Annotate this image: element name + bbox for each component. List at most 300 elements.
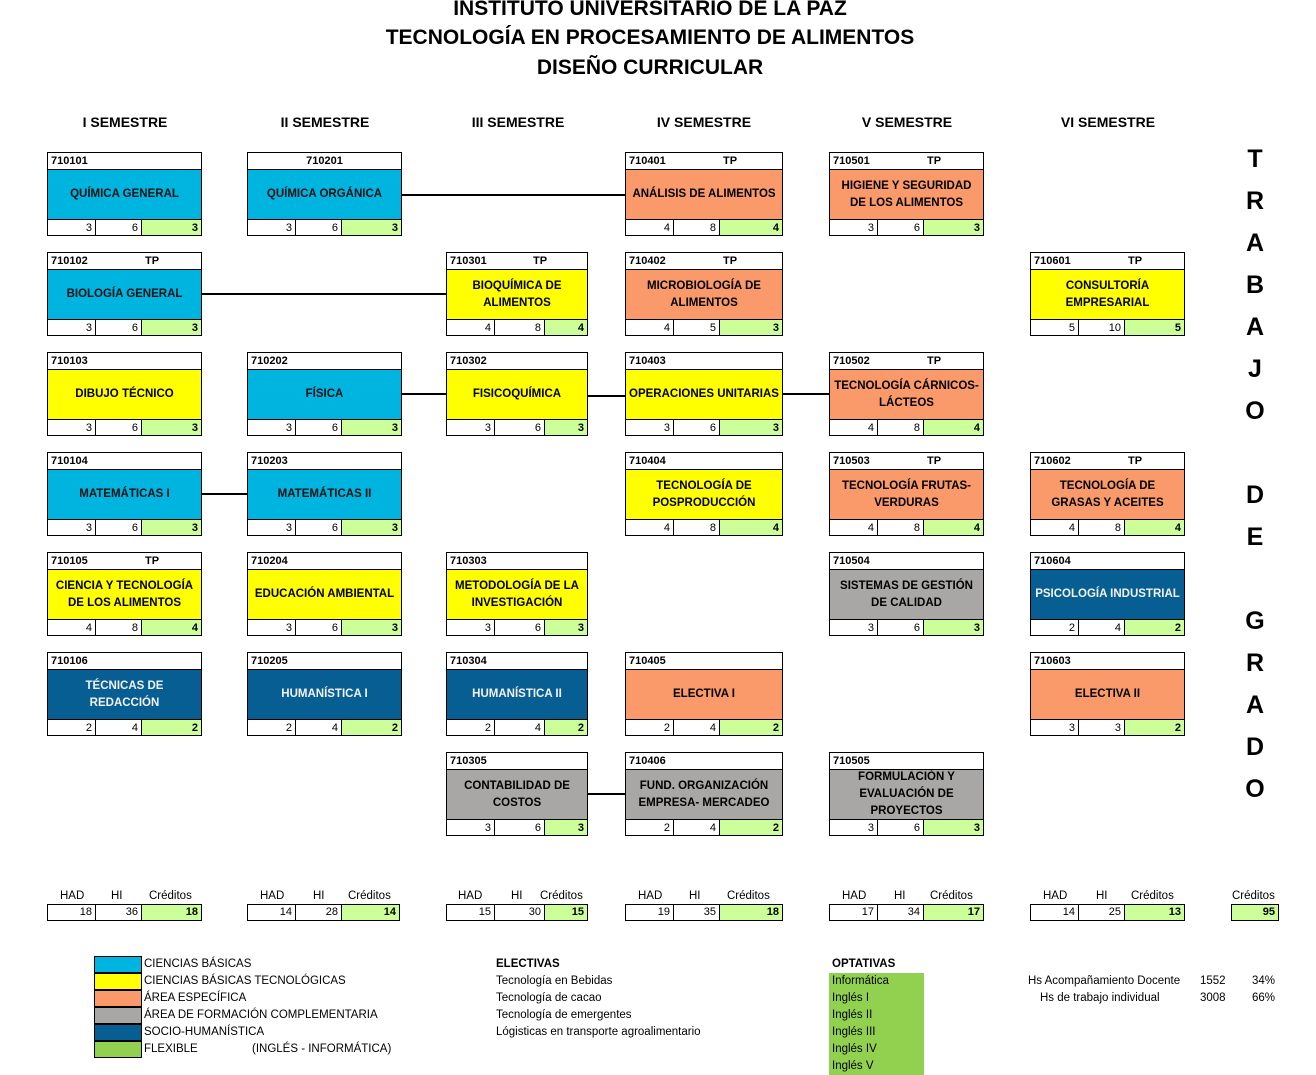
course-credits: 3 [924, 219, 983, 235]
hi-label: HI [511, 890, 523, 902]
course-credits: 2 [720, 719, 782, 735]
optativa-item: Informática [829, 973, 924, 990]
course-hi: 6 [296, 519, 342, 535]
course-name: CONTABILIDAD DE COSTOS [447, 770, 587, 819]
course-credits: 3 [720, 419, 782, 435]
course-had: 3 [447, 419, 495, 435]
course-code: 710406 [626, 753, 782, 770]
had-label: HAD [260, 890, 285, 902]
credits-label: Créditos [540, 890, 583, 902]
course-hi: 6 [296, 419, 342, 435]
course-hi: 4 [1079, 619, 1125, 635]
course-code: 710302 [447, 353, 587, 370]
course-credits: 3 [545, 619, 587, 635]
legend-label: ÁREA DE FORMACIÓN COMPLEMENTARIA [144, 1009, 378, 1021]
credits-label: Créditos [149, 890, 192, 902]
total-credits: 13 [1125, 905, 1184, 920]
course-name: BIOLOGÍA GENERAL [48, 270, 201, 319]
course-hi: 6 [878, 219, 924, 235]
course-710204 [247, 552, 402, 636]
course-hi: 3 [1079, 719, 1125, 735]
course-credits: 3 [342, 619, 401, 635]
program-title: TECNOLOGÍA EN PROCESAMIENTO DE ALIMENTOS [385, 26, 915, 49]
course-710602 [1030, 452, 1185, 536]
legend-swatch-flexible [94, 1041, 142, 1058]
course-had: 2 [626, 819, 674, 835]
course-had: 3 [248, 619, 296, 635]
course-had: 3 [1031, 719, 1079, 735]
electiva-item: Tecnología en Bebidas [496, 975, 613, 987]
course-710601 [1030, 252, 1185, 336]
prerequisite-line [402, 194, 625, 196]
semester-header-3: III SEMESTRE [471, 114, 565, 130]
course-code: 710601 [1031, 253, 1184, 270]
course-credits: 3 [142, 319, 201, 335]
course-hi: 8 [1079, 519, 1125, 535]
course-710501 [829, 152, 984, 236]
course-710301 [446, 252, 588, 336]
legend-label: FLEXIBLE [144, 1043, 198, 1055]
course-had: 3 [248, 419, 296, 435]
course-credits: 3 [342, 419, 401, 435]
course-hi: 5 [674, 319, 720, 335]
total-hi: 25 [1079, 905, 1125, 920]
course-name: SISTEMAS DE GESTIÓN DE CALIDAD [830, 570, 983, 619]
course-had: 3 [48, 319, 96, 335]
total-credits: 14 [342, 905, 399, 920]
course-code: 710103 [48, 353, 201, 370]
grand-credits-label: Créditos [1232, 890, 1275, 902]
course-code: 710603 [1031, 653, 1184, 670]
legend-swatch-basicas-tecnologicas [94, 973, 142, 990]
totals-box [829, 904, 984, 921]
course-credits: 5 [1125, 319, 1184, 335]
course-hi: 4 [296, 719, 342, 735]
course-credits: 4 [545, 319, 587, 335]
course-credits: 3 [142, 519, 201, 535]
course-name: ANÁLISIS DE ALIMENTOS [626, 170, 782, 219]
course-name: ELECTIVA I [626, 670, 782, 719]
institution-title: INSTITUTO UNIVERSITARIO DE LA PAZ [453, 0, 847, 20]
course-had: 4 [626, 319, 674, 335]
course-710101 [47, 152, 202, 236]
total-credits: 17 [924, 905, 983, 920]
course-710303 [446, 552, 588, 636]
total-had: 14 [1031, 905, 1079, 920]
course-name: TÉCNICAS DE REDACCIÓN [48, 670, 201, 719]
course-hi: 8 [878, 519, 924, 535]
had-label: HAD [458, 890, 483, 902]
course-credits: 3 [545, 819, 587, 835]
course-name: CONSULTORÍA EMPRESARIAL [1031, 270, 1184, 319]
course-710406 [625, 752, 783, 836]
course-710105 [47, 552, 202, 636]
course-710405 [625, 652, 783, 736]
course-credits: 3 [342, 519, 401, 535]
course-name: MATEMÁTICAS I [48, 470, 201, 519]
course-had: 3 [447, 819, 495, 835]
semester-header-4: IV SEMESTRE [656, 114, 752, 130]
course-had: 4 [830, 419, 878, 435]
course-credits: 4 [924, 419, 983, 435]
tp-marker: TP [927, 155, 942, 167]
course-name: TECNOLOGÍA CÁRNICOS- LÁCTEOS [830, 370, 983, 419]
tp-marker: TP [927, 455, 942, 467]
course-had: 3 [248, 519, 296, 535]
hi-label: HI [313, 890, 325, 902]
document-title: DISEÑO CURRICULAR [536, 56, 764, 79]
optativa-item: Inglés I [829, 990, 924, 1007]
grand-total-value: 95 [1262, 906, 1275, 918]
course-hi: 6 [96, 519, 142, 535]
totals-box [1030, 904, 1185, 921]
course-code: 710403 [626, 353, 782, 370]
course-710604 [1030, 552, 1185, 636]
had-label: HAD [60, 890, 85, 902]
course-credits: 3 [924, 819, 983, 835]
course-name: FUND. ORGANIZACIÓN EMPRESA- MERCADEO [626, 770, 782, 819]
legend-label: CIENCIAS BÁSICAS [144, 958, 252, 970]
course-code: 710502 [830, 353, 983, 370]
totals-box [625, 904, 783, 921]
course-code: 710503 [830, 453, 983, 470]
course-code: 710604 [1031, 553, 1184, 570]
course-credits: 2 [1125, 619, 1184, 635]
course-credits: 2 [142, 719, 201, 735]
course-hi: 8 [96, 619, 142, 635]
vertical-letter: O [1245, 775, 1265, 803]
vertical-letter: B [1245, 271, 1265, 299]
tp-marker: TP [927, 355, 942, 367]
course-name: HIGIENE Y SEGURIDAD DE LOS ALIMENTOS [830, 170, 983, 219]
totals-box [247, 904, 400, 921]
totals-box [47, 904, 202, 921]
vertical-letter: A [1245, 229, 1265, 257]
vertical-letter: A [1245, 691, 1265, 719]
vertical-letter: J [1248, 355, 1262, 383]
total-hi: 35 [674, 905, 720, 920]
course-had: 4 [626, 519, 674, 535]
course-had: 3 [48, 519, 96, 535]
vertical-letter: E [1246, 523, 1264, 551]
course-credits: 2 [1125, 719, 1184, 735]
course-name: FÍSICA [248, 370, 401, 419]
semester-header-6: VI SEMESTRE [1060, 114, 1156, 130]
course-credits: 4 [720, 519, 782, 535]
vertical-letter: A [1245, 313, 1265, 341]
course-710402 [625, 252, 783, 336]
total-hi: 28 [296, 905, 342, 920]
course-had: 3 [830, 219, 878, 235]
vertical-letter: O [1245, 397, 1265, 425]
course-credits: 3 [545, 419, 587, 435]
course-hi: 6 [96, 419, 142, 435]
course-credits: 4 [1125, 519, 1184, 535]
total-had: 18 [48, 905, 96, 920]
electiva-item: Tecnología de cacao [496, 992, 602, 1004]
course-name: TECNOLOGÍA DE POSPRODUCCIÓN [626, 470, 782, 519]
total-hi: 30 [495, 905, 545, 920]
course-name: MICROBIOLOGÍA DE ALIMENTOS [626, 270, 782, 319]
hi-label: HI [689, 890, 701, 902]
course-710103 [47, 352, 202, 436]
semester-header-1: I SEMESTRE [82, 114, 168, 130]
course-name: MATEMÁTICAS II [248, 470, 401, 519]
tp-marker: TP [723, 155, 738, 167]
course-hi: 6 [495, 819, 545, 835]
legend-label: ÁREA ESPECÍFICA [144, 992, 247, 1004]
prerequisite-line [588, 395, 626, 397]
legend-swatch-ciencias-basicas [94, 956, 142, 973]
course-710102 [47, 252, 202, 336]
course-code: 710401 [626, 153, 782, 170]
course-code: 710501 [830, 153, 983, 170]
course-code: 710404 [626, 453, 782, 470]
course-had: 3 [830, 619, 878, 635]
course-name: QUÍMICA ORGÁNICA [248, 170, 401, 219]
course-code: 710201 [248, 153, 401, 170]
course-code: 710203 [248, 453, 401, 470]
course-710302 [446, 352, 588, 436]
course-had: 3 [447, 619, 495, 635]
course-code: 710204 [248, 553, 401, 570]
legend-label: CIENCIAS BÁSICAS TECNOLÓGICAS [144, 975, 346, 987]
course-code: 710305 [447, 753, 587, 770]
course-code: 710303 [447, 553, 587, 570]
course-had: 3 [830, 819, 878, 835]
course-credits: 4 [720, 219, 782, 235]
course-had: 3 [248, 219, 296, 235]
course-hi: 6 [296, 619, 342, 635]
total-credits: 18 [142, 905, 201, 920]
course-hi: 4 [495, 719, 545, 735]
course-name: TECNOLOGÍA DE GRASAS Y ACEITES [1031, 470, 1184, 519]
total-hi: 36 [96, 905, 142, 920]
course-710203 [247, 452, 402, 536]
grand-total-box [1231, 904, 1279, 921]
semester-header-5: V SEMESTRE [861, 114, 953, 130]
course-hi: 6 [674, 419, 720, 435]
course-710504 [829, 552, 984, 636]
course-code: 710106 [48, 653, 201, 670]
had-label: HAD [1043, 890, 1068, 902]
prerequisite-line [202, 293, 447, 295]
course-hi: 8 [495, 319, 545, 335]
total-credits: 15 [545, 905, 587, 920]
credits-label: Créditos [727, 890, 770, 902]
had-label: HAD [638, 890, 663, 902]
hi-label: HI [1096, 890, 1108, 902]
total-had: 19 [626, 905, 674, 920]
course-had: 3 [626, 419, 674, 435]
course-name: FORMULACIÓN Y EVALUACIÓN DE PROYECTOS [830, 770, 983, 819]
hours-label: Hs de trabajo individual [1040, 992, 1160, 1004]
course-had: 4 [830, 519, 878, 535]
course-710503 [829, 452, 984, 536]
course-name: QUÍMICA GENERAL [48, 170, 201, 219]
course-name: CIENCIA Y TECNOLOGÍA DE LOS ALIMENTOS [48, 570, 201, 619]
hi-label: HI [111, 890, 123, 902]
course-710305 [446, 752, 588, 836]
course-hi: 6 [96, 319, 142, 335]
course-code: 710102 [48, 253, 201, 270]
course-hi: 6 [296, 219, 342, 235]
hi-label: HI [894, 890, 906, 902]
course-710104 [47, 452, 202, 536]
course-hi: 8 [878, 419, 924, 435]
had-label: HAD [842, 890, 867, 902]
course-code: 710405 [626, 653, 782, 670]
course-name: PSICOLOGÍA INDUSTRIAL [1031, 570, 1184, 619]
course-hi: 8 [674, 519, 720, 535]
legend-swatch-area-especifica [94, 990, 142, 1007]
total-credits: 18 [720, 905, 782, 920]
vertical-letter: D [1245, 481, 1265, 509]
course-710202 [247, 352, 402, 436]
course-code: 710304 [447, 653, 587, 670]
tp-marker: TP [723, 255, 738, 267]
vertical-letter: R [1245, 187, 1265, 215]
course-code: 710504 [830, 553, 983, 570]
optativa-item: Inglés IV [829, 1041, 924, 1058]
course-had: 2 [447, 719, 495, 735]
course-name: EDUCACIÓN AMBIENTAL [248, 570, 401, 619]
course-hi: 10 [1079, 319, 1125, 335]
course-710304 [446, 652, 588, 736]
course-had: 2 [1031, 619, 1079, 635]
course-credits: 2 [545, 719, 587, 735]
legend-swatch-formacion-complementaria [94, 1007, 142, 1024]
course-hi: 4 [674, 819, 720, 835]
total-had: 17 [830, 905, 878, 920]
hours-percent: 66% [1252, 992, 1276, 1004]
course-code: 710104 [48, 453, 201, 470]
total-had: 14 [248, 905, 296, 920]
course-code: 710505 [830, 753, 983, 770]
course-credits: 4 [142, 619, 201, 635]
course-710401 [625, 152, 783, 236]
course-code: 710301 [447, 253, 587, 270]
course-hi: 6 [96, 219, 142, 235]
vertical-letter: D [1245, 733, 1265, 761]
tp-marker: TP [1128, 455, 1143, 467]
electiva-item: Lógisticas en transporte agroalimentario [496, 1026, 701, 1038]
vertical-letter: G [1245, 607, 1265, 635]
course-credits: 3 [720, 319, 782, 335]
legend-swatch-socio-humanistica [94, 1024, 142, 1041]
flexible-note: (INGLÉS - INFORMÁTICA) [252, 1043, 392, 1055]
course-name: HUMANÍSTICA I [248, 670, 401, 719]
course-710505 [829, 752, 984, 836]
hours-label: Hs Acompañamiento Docente [1028, 975, 1181, 987]
vertical-letter: T [1247, 145, 1263, 173]
electivas-title: ELECTIVAS [496, 958, 560, 970]
course-had: 4 [48, 619, 96, 635]
course-had: 2 [626, 719, 674, 735]
course-name: FISICOQUÍMICA [447, 370, 587, 419]
course-hi: 4 [674, 719, 720, 735]
course-710404 [625, 452, 783, 536]
course-name: TECNOLOGÍA FRUTAS- VERDURAS [830, 470, 983, 519]
course-credits: 3 [342, 219, 401, 235]
course-hi: 6 [878, 819, 924, 835]
course-name: OPERACIONES UNITARIAS [626, 370, 782, 419]
course-code: 710205 [248, 653, 401, 670]
course-code: 710602 [1031, 453, 1184, 470]
course-credits: 2 [342, 719, 401, 735]
course-name: BIOQUÍMICA DE ALIMENTOS [447, 270, 587, 319]
tp-marker: TP [145, 555, 160, 567]
course-had: 2 [248, 719, 296, 735]
optativa-item: Inglés III [829, 1024, 924, 1041]
course-name: ELECTIVA II [1031, 670, 1184, 719]
credits-label: Créditos [930, 890, 973, 902]
course-code: 710402 [626, 253, 782, 270]
prerequisite-line [400, 393, 447, 395]
course-had: 5 [1031, 319, 1079, 335]
tp-marker: TP [145, 255, 160, 267]
course-had: 3 [48, 219, 96, 235]
course-hi: 4 [96, 719, 142, 735]
course-710201 [247, 152, 402, 236]
tp-marker: TP [1128, 255, 1143, 267]
course-credits: 4 [924, 519, 983, 535]
course-710403 [625, 352, 783, 436]
semester-header-2: II SEMESTRE [280, 114, 370, 130]
hours-value: 3008 [1200, 992, 1226, 1004]
course-hi: 6 [495, 419, 545, 435]
hours-percent: 34% [1252, 975, 1276, 987]
total-had: 15 [447, 905, 495, 920]
optativas-title: OPTATIVAS [832, 958, 896, 970]
course-710603 [1030, 652, 1185, 736]
hours-value: 1552 [1200, 975, 1226, 987]
course-code: 710105 [48, 553, 201, 570]
credits-label: Créditos [348, 890, 391, 902]
course-credits: 2 [720, 819, 782, 835]
course-710502 [829, 352, 984, 436]
course-credits: 3 [142, 219, 201, 235]
course-credits: 3 [142, 419, 201, 435]
prerequisite-line [202, 493, 249, 495]
prerequisite-line [588, 793, 626, 795]
vertical-letter: R [1245, 649, 1265, 677]
total-hi: 34 [878, 905, 924, 920]
course-hi: 6 [495, 619, 545, 635]
course-code: 710101 [48, 153, 201, 170]
course-had: 4 [1031, 519, 1079, 535]
optativa-item: Inglés II [829, 1007, 924, 1024]
optativa-item: Inglés V [829, 1058, 924, 1075]
legend-label: SOCIO-HUMANÍSTICA [144, 1026, 265, 1038]
course-710106 [47, 652, 202, 736]
course-had: 4 [447, 319, 495, 335]
course-710205 [247, 652, 402, 736]
course-hi: 6 [878, 619, 924, 635]
course-had: 2 [48, 719, 96, 735]
course-credits: 3 [924, 619, 983, 635]
credits-label: Créditos [1131, 890, 1174, 902]
course-hi: 8 [674, 219, 720, 235]
course-name: HUMANÍSTICA II [447, 670, 587, 719]
tp-marker: TP [533, 255, 548, 267]
course-had: 4 [626, 219, 674, 235]
course-name: METODOLOGÍA DE LA INVESTIGACIÓN [447, 570, 587, 619]
course-had: 3 [48, 419, 96, 435]
prerequisite-line [782, 393, 830, 395]
course-name: DIBUJO TÉCNICO [48, 370, 201, 419]
electiva-item: Tecnología de emergentes [496, 1009, 632, 1021]
